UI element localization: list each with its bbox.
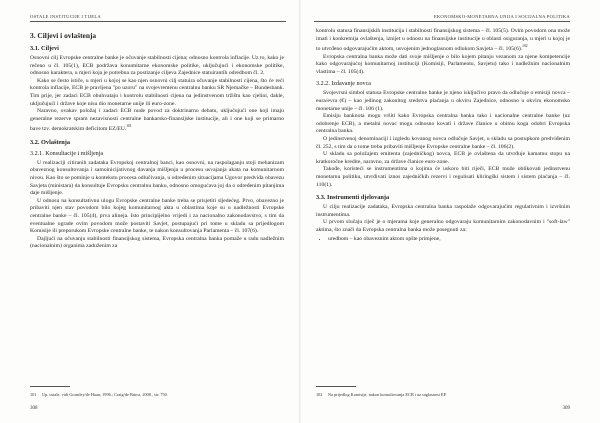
right-footnote (316, 392, 570, 398)
paragraph: Osnovni cilj Evropske centralne banke je očuvanje stabilnosti cijena; odnosno kontrola inflacije. Uz to, kako je rečeno u čl. 105(1), ECB podržava konumitarne ekonomske politike, uključujući i ekonomske politike, odnosno karaktera, u mjeri koja je potrebna za postizanje ciljeva Zajednice statuirantih odredbom čl. 2. (30, 55, 284, 77)
right-page (300, 0, 600, 423)
subsection-title-izdavanje-novca: 3.2.2. Izdavanje novca (316, 81, 371, 88)
right-footnote-rule (316, 386, 356, 387)
paragraph (316, 28, 570, 54)
right-running-head: EKONOMSKO-MONETARNA UNIJA I SOCIJALNA POLITIKA (433, 14, 570, 19)
footnote-ref[interactable]: 102 (522, 44, 528, 49)
footnote-number: 102 (316, 391, 323, 397)
paragraph-text: kontrolu statusa finansijskih institucija i stabilnosti finansijskog sistema – čl. 105(5). Ovim povodom ona može imati i konkretnija ovlaštenja, iznijet u odnosu na finansijske institucije u oblasti osiguranja, u mjeri u kojoj je to utvrđeno odgovarajućim aktom, usvojenim jednoglasnom odlukom Savjeta – čl. 105(6). (316, 28, 570, 53)
right-header-rule (314, 21, 570, 22)
list-item: • uredbom – kao obaveznim aktom opšte primjene, (328, 236, 570, 244)
section-title-ovlastenja: 3.2. Ovlaštenja (30, 138, 71, 146)
footnote-number: 101 (30, 391, 37, 397)
left-footnote-rule (30, 386, 70, 387)
left-running-head: OSTALE INSTITUCIJE I TIJELA (30, 14, 101, 19)
paragraph: U cilju realizacije zadataka, Evropska centralna banka raspolaže odgovarajućim regulativnim i izvršnim instrumentima. (316, 204, 570, 218)
paragraph: Evropska centralna banka može dati svoje mišljenje o bilo kojem pitanju vezanom za njene kompetencije kako odgovarajućoj komunitarnoj instituciji (Komisiji, Parlamentu, Savjetu) tako i nadležnim nacionalnim vlastima – čl. 105(4). (316, 53, 570, 75)
section-title-instrumenti: 3.3. Instrumenti djelovanja (316, 194, 390, 202)
paragraph: Takođe, koristeći se instrumentima o kojima će uskoro biti riječi, ECB može oblikovati jedinstvenu monetarnu politiku, utvrđivati iznos zajedničkih rezervi i regulisati kliringški sistem i sistem plaćanja – čl. 110(1). (316, 166, 570, 188)
right-page-number: 309 (562, 406, 570, 411)
left-header-rule (30, 21, 286, 22)
subsection-title-konsultacije: 3.2.1. Konsultacije i mišljenja (30, 150, 104, 157)
footnote-text: Up. ostale, vidi Gormley/de Haan, 1996.; Craig/de Búrca, 2008., str. 750. (42, 391, 168, 397)
paragraph: U realizaciji citiranih zadataka Evropskoj centralnoj banci, kao osnovni, na raspolaganju stoji mehanizam obaveznog konsultovanja i samoinicijativnog davanja mišljenja u procesu usvajanja akata na komunitarnom nivou. Kao što se pominje u kontekstu procesa odlučivanja, u određenim situacijama Ugovor predviđa obavezu Savjeta (ministara) da konsultuje Evropsku centralnu banku, odnosno omogućava joj da o određenim pitanjima daje mišljenje. (30, 159, 284, 197)
paragraph: U odnosu na konsultativnu ulogu Evropske centralne banke treba se prisjetiti sljedećeg. Prvo, obavezno je pribaviti njen stav povodom bilo kojeg komunitarnog akta u oblastima koje su u nadležnosti Evropske centralne banke – čl. 105(4), prva alineja. Isto principijelno vrijedi i za nacionalno zakonodavstvo, s tim da eventualne ograde ovim povodom može postaviti Savjet, postupajući pri tome u skladu sa prijedlogom Komisije ili preporukom Evropske centralne banke, te nakon konsultovanja Parlamenta – čl. 107(6). (30, 197, 284, 235)
instrument-list (316, 236, 570, 244)
paragraph: Dajljući na očuvanju stabilnosti finansijskog sistema, Evropska centralna banka pomaže u radu nadležnim (nacionalnim) organima zaduženim za (30, 235, 284, 250)
footnote-ref[interactable]: 101 (126, 124, 132, 129)
left-footnote (30, 392, 284, 398)
section-title-ciljevi: 3.1. Ciljevi (30, 45, 59, 52)
left-page-number: 308 (30, 406, 38, 411)
paragraph: Kako se često ističe, u mjeri u kojoj se kao njen osnovni cilj statuira očuvanje stabilnosti cijena, što će reći kontrola inflacije, ECB je pravljena "po uzoru" na svojevremenu centralnu banku SR Njemačke – Bundesbank. Tim prije, jer zadaci ECB obuhvataju i kontrolu stabilnosti cijena na jedinstvenom tržištu kao cjelini, dakle, uključujući i države koje nisu dio monetarne unije ili euro-zone. (30, 77, 284, 107)
right-page-body (316, 28, 570, 383)
paragraph-text: Naravno, ovakav položaj i zadaci ECB nude povod za doktrinarno debatu, uključujući one koji imaju generalne rezerve spram nezavisnosti centralne bankarsko-finansijske institucije, ali i one koji se primarno bave tzv. demokratskim deficitom EZ/EU. (30, 108, 284, 133)
paragraph (30, 108, 284, 134)
paragraph: O jedinstvenoj denominaciji i izgledu kovanog novca odlučuje Savjet, u skladu sa postupkom predviđenim čl. 252, s tim da o tome treba pribaviti mišljenje Evropske centralne banke – čl. 106(2). (316, 136, 570, 150)
paragraph: Emisiju banknota mogu vršiti kako Evropska centralna banka tako i nacionalne centralne banke (uz odobrenje ECB), a metalni novac mogu odnosno kovati i države članice u obimu koga odobri Evropska centralna banka. (316, 113, 570, 135)
left-page-body (30, 28, 284, 383)
paragraph: U skladu sa položajem emitenta (zajedničkog) novca, ECB je ovlaštena da utvrđuje kamatnu stopu na kratkoročne kredite, naravno, za države članice euro-zone. (316, 151, 570, 165)
chapter-title: 3. Ciljevi i ovlaštenja (30, 31, 97, 40)
paragraph: Svojevrsni simbol statusa Evropske centralne banke je njeno isključivo pravo da odlučuje o emisiji novca – eura/evra (€) – kao jedinog zakonitog sredstva plaćanja u okviru Zajednice, odnosno u okviru ekonomsko monetarne unije – čl. 106 (1). (316, 90, 570, 112)
paragraph: U prvom slučaju riječ je o mjerama koje generalno odgovaraju komunitarnim zakonodavnim i "soft-law" aktima, što znači da Evropska centralna banka može posegnuti za: (316, 219, 570, 233)
footnote-text: Na prijedlog Komisije, nakon konsultovanja ECB i uz saglasnost EP. (328, 391, 447, 397)
